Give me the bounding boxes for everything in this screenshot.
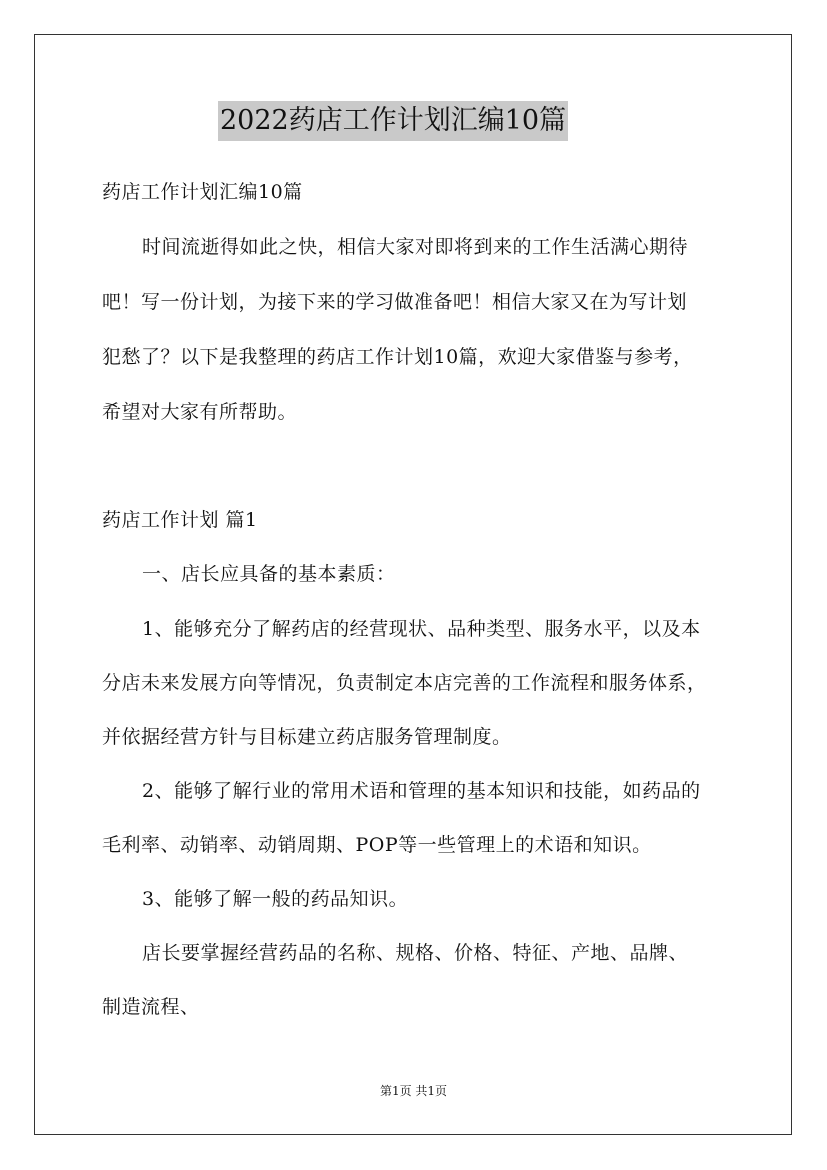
section-line: 一、店长应具备的基本素质： xyxy=(142,563,396,585)
section-line: 2、能够了解行业的常用术语和管理的基本知识和技能，如药品的 xyxy=(142,780,701,802)
section-line: 毛利率、动销率、动销周期、POP等一些管理上的术语和知识。 xyxy=(102,834,652,856)
section-line: 制造流程、 xyxy=(102,996,200,1018)
intro-line: 吧！写一份计划，为接下来的学习做准备吧！相信大家又在为写计划 xyxy=(102,291,688,313)
section-heading: 药店工作计划 篇1 xyxy=(102,509,258,531)
section-line: 店长要掌握经营药品的名称、规格、价格、特征、产地、品牌、 xyxy=(142,942,689,964)
intro-line: 犯愁了？以下是我整理的药店工作计划10篇，欢迎大家借鉴与参考， xyxy=(102,346,693,368)
section-line: 分店未来发展方向等情况，负责制定本店完善的工作流程和服务体系， xyxy=(102,672,707,694)
section-line: 3、能够了解一般的药品知识。 xyxy=(142,888,409,910)
intro-line: 希望对大家有所帮助。 xyxy=(102,401,298,423)
section-line: 并依据经营方针与目标建立药店服务管理制度。 xyxy=(102,726,512,748)
page-number-footer: 第1页 共1页 xyxy=(379,1084,448,1098)
section-line: 1、能够充分了解药店的经营现状、品种类型、服务水平，以及本 xyxy=(142,618,701,640)
document-subtitle: 药店工作计划汇编10篇 xyxy=(102,181,303,203)
document-title: 2022药店工作计划汇编10篇 xyxy=(218,101,568,141)
intro-line: 时间流逝得如此之快，相信大家对即将到来的工作生活满心期待 xyxy=(142,236,689,258)
